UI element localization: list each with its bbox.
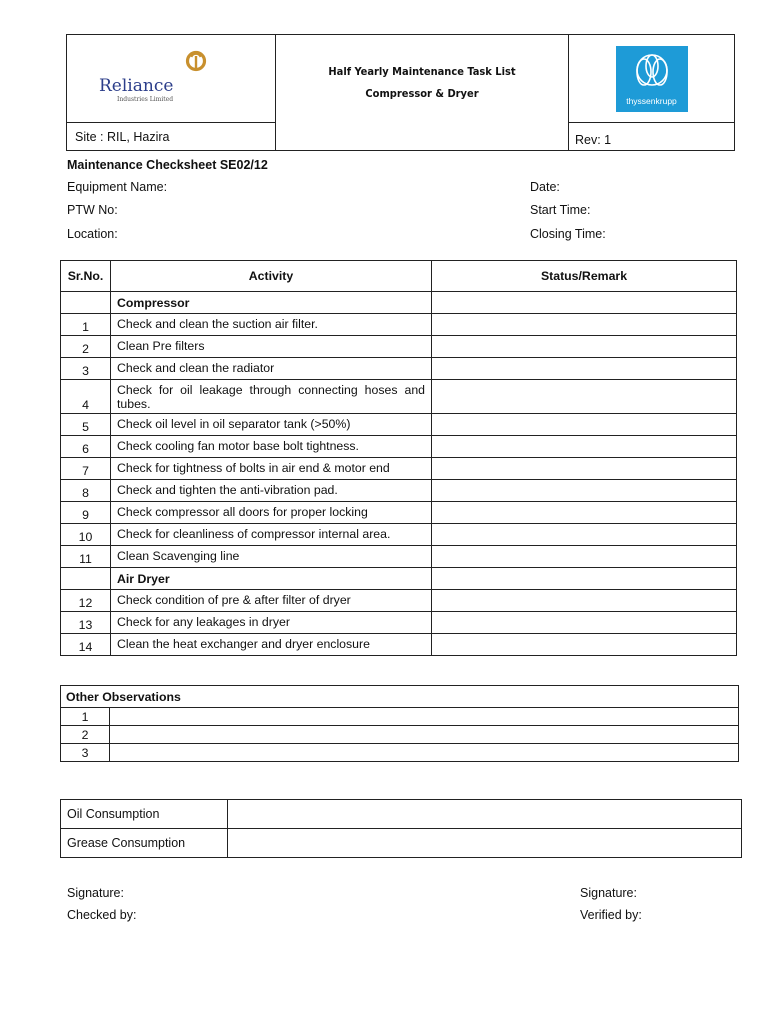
activity-text: Check for any leakages in dryer xyxy=(111,612,432,634)
status-remark-field[interactable] xyxy=(432,480,737,502)
status-remark-field[interactable] xyxy=(432,336,737,358)
signature-label-right: Signature: xyxy=(580,886,637,900)
activity-text: Check and tighten the anti-vibration pad. xyxy=(111,480,432,502)
activity-text: Check cooling fan motor base bolt tightness. xyxy=(111,436,432,458)
table-row xyxy=(61,612,737,634)
grease-consumption-label: Grease Consumption xyxy=(61,829,228,858)
document-subtitle: Compressor & Dryer xyxy=(365,86,479,100)
table-row xyxy=(61,502,737,524)
section-row xyxy=(61,292,737,314)
row-number xyxy=(61,568,111,590)
activity-text: Clean Pre filters xyxy=(111,336,432,358)
table-header-row xyxy=(61,261,737,292)
location-label: Location: xyxy=(67,227,118,241)
row-number: 12 xyxy=(61,590,111,612)
activity-text: Check and clean the suction air filter. xyxy=(111,314,432,336)
thyssenkrupp-logo-text: thyssenkrupp xyxy=(626,95,677,106)
status-remark-field[interactable] xyxy=(432,502,737,524)
status-remark-field[interactable] xyxy=(432,568,737,590)
table-row xyxy=(61,590,737,612)
reliance-logo-subtext: Industries Limited xyxy=(117,95,174,103)
section-title: Compressor xyxy=(111,292,432,314)
equipment-name-label: Equipment Name: xyxy=(67,180,168,194)
activity-text: Check condition of pre & after filter of dryer xyxy=(111,590,432,612)
header-sr-no: Sr.No. xyxy=(61,261,111,292)
table-row xyxy=(61,458,737,480)
row-number: 4 xyxy=(61,380,111,414)
observation-entry-field[interactable] xyxy=(110,726,739,744)
activity-text: Clean Scavenging line xyxy=(111,546,432,568)
status-remark-field[interactable] xyxy=(432,590,737,612)
status-remark-field[interactable] xyxy=(432,358,737,380)
section-title: Air Dryer xyxy=(111,568,432,590)
status-remark-field[interactable] xyxy=(432,524,737,546)
status-remark-field[interactable] xyxy=(432,546,737,568)
status-remark-field[interactable] xyxy=(432,436,737,458)
table-row xyxy=(61,336,737,358)
observation-number: 2 xyxy=(61,726,110,744)
date-label: Date: xyxy=(530,180,560,194)
revision-label: Rev: 1 xyxy=(569,123,735,151)
row-number xyxy=(61,292,111,314)
observation-number: 3 xyxy=(61,744,110,762)
activity-text: Clean the heat exchanger and dryer enclosure xyxy=(111,634,432,656)
row-number: 14 xyxy=(61,634,111,656)
checked-by-label: Checked by: xyxy=(67,908,137,922)
activity-text: Check for oil leakage through connecting hoses and tubes. xyxy=(111,380,432,414)
reliance-logo xyxy=(67,36,275,122)
activity-text: Check for cleanliness of compressor internal area. xyxy=(111,524,432,546)
observation-entry-field[interactable] xyxy=(110,744,739,762)
table-row xyxy=(61,480,737,502)
observation-entry-field[interactable] xyxy=(110,708,739,726)
row-number: 3 xyxy=(61,358,111,380)
signature-label-left: Signature: xyxy=(67,886,124,900)
row-number: 10 xyxy=(61,524,111,546)
title-cell xyxy=(276,35,569,151)
thyssenkrupp-logo-cell xyxy=(569,35,735,123)
status-remark-field[interactable] xyxy=(432,458,737,480)
row-number: 1 xyxy=(61,314,111,336)
activity-table xyxy=(60,260,737,656)
table-row xyxy=(61,436,737,458)
header-status-remark: Status/Remark xyxy=(432,261,737,292)
table-row xyxy=(61,314,737,336)
verified-by-label: Verified by: xyxy=(580,908,642,922)
start-time-label: Start Time: xyxy=(530,203,591,217)
oil-consumption-label: Oil Consumption xyxy=(61,800,228,829)
activity-text: Check for tightness of bolts in air end & motor end xyxy=(111,458,432,480)
section-row xyxy=(61,568,737,590)
activity-table-body xyxy=(61,292,737,656)
status-remark-field[interactable] xyxy=(432,314,737,336)
row-number: 13 xyxy=(61,612,111,634)
table-row xyxy=(61,380,737,414)
consumption-table xyxy=(60,799,742,858)
status-remark-field[interactable] xyxy=(432,380,737,414)
oil-consumption-field[interactable] xyxy=(228,800,742,829)
activity-text: Check and clean the radiator xyxy=(111,358,432,380)
observations-table xyxy=(60,685,739,762)
table-row xyxy=(61,546,737,568)
site-label: Site : RIL, Hazira xyxy=(67,123,276,151)
table-row xyxy=(61,414,737,436)
thyssenkrupp-logo xyxy=(616,46,688,112)
row-number: 8 xyxy=(61,480,111,502)
grease-consumption-field[interactable] xyxy=(228,829,742,858)
table-row xyxy=(61,524,737,546)
table-row xyxy=(61,634,737,656)
row-number: 7 xyxy=(61,458,111,480)
row-number: 11 xyxy=(61,546,111,568)
status-remark-field[interactable] xyxy=(432,634,737,656)
status-remark-field[interactable] xyxy=(432,414,737,436)
status-remark-field[interactable] xyxy=(432,292,737,314)
status-remark-field[interactable] xyxy=(432,612,737,634)
checksheet-title: Maintenance Checksheet SE02/12 xyxy=(67,158,268,172)
reliance-logo-cell xyxy=(67,35,276,123)
row-number: 6 xyxy=(61,436,111,458)
row-number: 9 xyxy=(61,502,111,524)
header-activity: Activity xyxy=(111,261,432,292)
reliance-logo-text: Reliance xyxy=(99,75,174,96)
header-table xyxy=(66,34,735,151)
ptw-no-label: PTW No: xyxy=(67,203,118,217)
activity-text: Check compressor all doors for proper locking xyxy=(111,502,432,524)
row-number: 5 xyxy=(61,414,111,436)
table-row xyxy=(61,358,737,380)
document-title: Half Yearly Maintenance Task List xyxy=(328,64,516,78)
activity-text: Check oil level in oil separator tank (>50%) xyxy=(111,414,432,436)
row-number: 2 xyxy=(61,336,111,358)
observation-number: 1 xyxy=(61,708,110,726)
closing-time-label: Closing Time: xyxy=(530,227,606,241)
observations-title: Other Observations xyxy=(61,686,739,708)
